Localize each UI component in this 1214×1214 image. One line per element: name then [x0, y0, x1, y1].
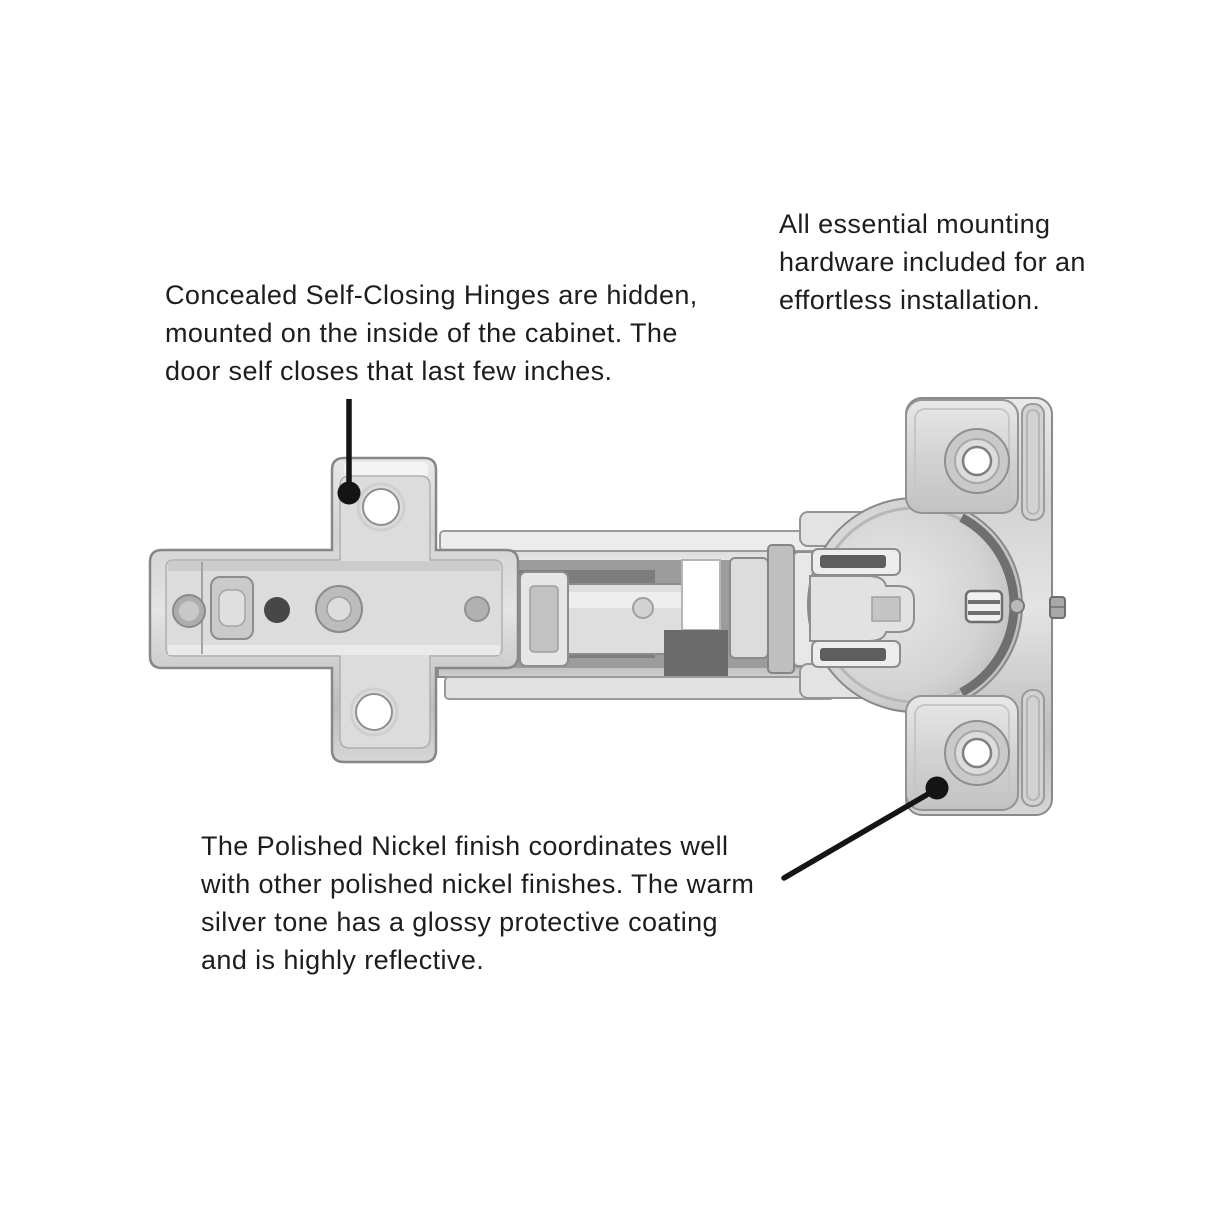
top-screw-hole: [963, 447, 991, 475]
arm-spring-box: [664, 630, 728, 676]
arm-clamp-inset: [530, 586, 558, 652]
note-finish-line-4: and is highly reflective.: [201, 945, 485, 975]
dowel-hole: [264, 597, 290, 623]
callout-line-finish: [784, 790, 935, 878]
adjustment-slot-line-bottom: [968, 611, 1000, 615]
note-hardware-line-2: hardware included for an: [779, 247, 1086, 277]
adjustment-slot: [966, 591, 1002, 622]
arm-link-bar-2: [768, 545, 794, 673]
note-finish-line-3: silver tone has a glossy protective coating: [201, 907, 718, 937]
cross-top-hole: [363, 489, 399, 525]
left-end-hole-center: [179, 601, 199, 621]
arm-bottom-rail: [445, 677, 834, 699]
door-plate-top-ridge: [1022, 404, 1044, 520]
cabinet-plate-recess-light: [168, 645, 500, 655]
note-hardware-line-1: All essential mounting: [779, 209, 1051, 239]
right-arm-rivet: [465, 597, 489, 621]
door-plate-bottom-ridge: [1022, 690, 1044, 806]
latch-slot-inset: [219, 590, 245, 626]
cabinet-plate-recess-shadow: [168, 561, 500, 571]
note-mounting-hardware: [779, 205, 1086, 319]
note-concealed-line-3: door self closes that last few inches.: [165, 356, 613, 386]
adjustment-slot-line-top: [968, 600, 1000, 604]
cup-crown-bottom-slot-dark: [820, 648, 886, 661]
adjustment-screw: [1010, 599, 1024, 613]
note-concealed-hinges: [165, 276, 698, 390]
note-hardware-line-3: effortless installation.: [779, 285, 1041, 315]
arm-link-bar: [730, 558, 768, 658]
cup-crown-top-slot-dark: [820, 555, 886, 568]
cam-screw-center: [327, 597, 351, 621]
note-finish-line-1: The Polished Nickel finish coordinates well: [201, 831, 729, 861]
cross-bottom-hole: [356, 694, 392, 730]
note-concealed-line-1: Concealed Self-Closing Hinges are hidden,: [165, 280, 698, 310]
cabinet-plate: [150, 458, 518, 762]
arm-rivet: [633, 598, 653, 618]
bottom-screw-hole: [963, 739, 991, 767]
arm-aperture: [682, 560, 720, 630]
callout-dot-finish: [926, 777, 949, 800]
cup-crown-notch: [872, 597, 900, 621]
note-finish-line-2: with other polished nickel finishes. The warm: [201, 869, 755, 899]
note-polished-nickel-finish: [201, 827, 754, 979]
callout-dot-concealed: [338, 482, 361, 505]
note-concealed-line-2: mounted on the inside of the cabinet. The: [165, 318, 678, 348]
